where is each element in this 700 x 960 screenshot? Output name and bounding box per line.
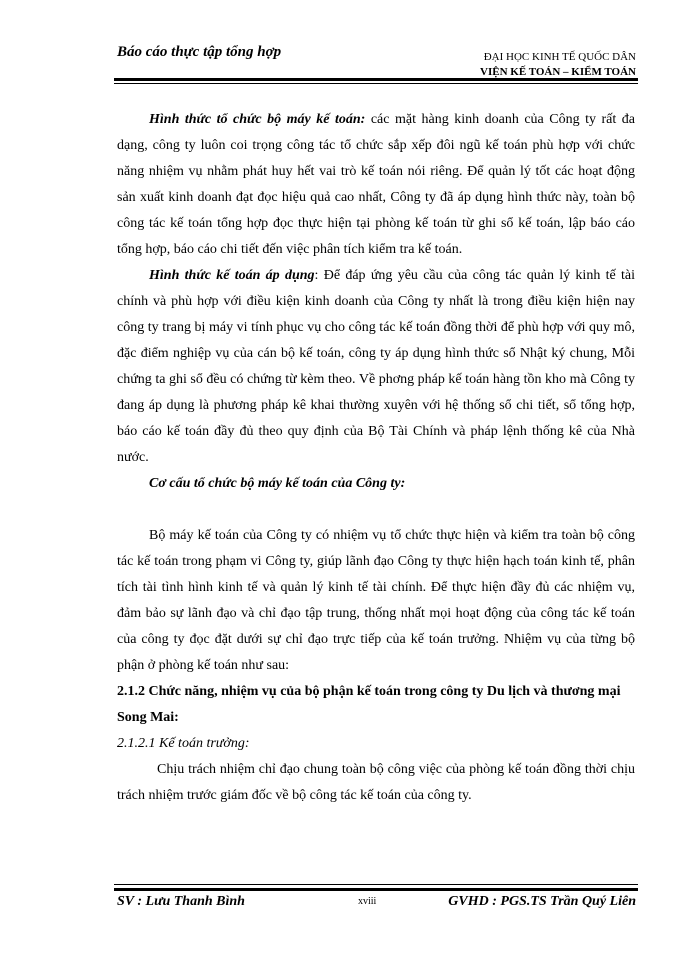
footer-student: SV : Lưu Thanh Bình	[117, 894, 245, 909]
paragraph-accounting-form	[117, 263, 635, 471]
paragraph-chief-accountant: Chịu trách nhiệm chỉ đạo chung toàn bộ công việc của phòng kế toán đồng thời chịu trách nhiệm trước giám đốc về bộ công tác kế toán của công ty.	[117, 762, 635, 803]
header-rule-thin	[114, 83, 638, 84]
section-heading: 2.1.2 Chức năng, nhiệm vụ của bộ phận kế toán trong công ty Du lịch và thương mại Song Mai:	[117, 684, 621, 725]
footer-advisor: GVHD : PGS.TS Trần Quý Liên	[448, 894, 636, 909]
subsection-heading: 2.1.2.1 Kế toán trưởng:	[117, 736, 250, 751]
paragraph-lead: Hình thức tổ chức bộ máy kế toán:	[149, 112, 366, 127]
paragraph-lead: Hình thức kế toán áp dụng	[149, 268, 315, 283]
footer-rule-thin	[114, 884, 638, 885]
page-number: xviii	[358, 896, 377, 907]
header-institute: VIỆN KẾ TOÁN – KIỂM TOÁN	[480, 66, 636, 78]
spacer	[117, 497, 635, 523]
footer-rule-thick	[114, 888, 638, 891]
header-university: ĐẠI HỌC KINH TẾ QUỐC DÂN	[483, 51, 636, 63]
header-institution	[480, 50, 636, 80]
paragraph-accounting-structure: Bộ máy kế toán của Công ty có nhiệm vụ tổ chức thực hiện và kiểm tra toàn bộ công tác kế toán trong phạm vi Công ty, giúp lãnh đạo Công ty thực hiện hạch toán kinh tế, phân tích tài tình hình kinh tế và quản lý kinh tế tài chính. Để thực hiện đầy đủ các nhiệm vụ, đảm bảo sự lãnh đạo và chỉ đạo tập trung, thống nhất mọi hoạt động của công tác kế toán của công ty đọc đặt dưới sự chỉ đạo trực tiếp của kế toán trưởng. Nhiệm vụ của từng bộ phận ở phòng kế toán như sau:	[117, 528, 635, 673]
header-rule-thick	[114, 78, 638, 81]
paragraph-text: : Để đáp ứng yêu cầu của công tác quản lý kinh tế tài chính và phù hợp với điều kiện kinh doanh của Công ty nhất là trong điều kiện hiện nay công ty trang bị máy vi tính phục vụ cho công tác kế toán đồng thời để phù hợp với quy mô, đặc điểm nghiệp vụ của cán bộ kế toán, công ty áp dụng hình thức sổ Nhật ký chung, Mỗi chứng ta ghi sổ đều có chứng từ kèm theo. Về phơng pháp kế toán hàng tồn kho mà Công ty đang áp dụng là phương pháp kê khai thường xuyên với hệ thống sổ chi tiết, sổ tổng hợp, báo cáo kế toán đầy đủ theo quy định của Bộ Tài Chính và pháp lệnh thống kê của Nhà nước.	[117, 268, 635, 465]
header-report-title: Báo cáo thực tập tổng hợp	[117, 44, 282, 60]
paragraph-text: các mặt hàng kinh doanh của Công ty rất đa dạng, công ty luôn coi trọng công tác tổ chức sắp xếp đôi ngũ kế toán phù hợp với chức năng nhiệm vụ nhằm phát huy hết vai trò kế toán nói riêng. Để quản lý tốt các hoạt động sản xuất kinh doanh đạt đọc hiệu quả cao nhất, Công ty đã áp dụng hình thức này, toàn bộ công tác kế toán tổng hợp đọc thực hiện tại phòng kế toán từ ghi sổ kế toán, lập báo cáo tổng hợp, báo cáo chi tiết đến việc phân tích kiểm tra kế toán.	[117, 112, 635, 257]
paragraph-accounting-organization	[117, 107, 635, 263]
structure-heading: Cơ cấu tổ chức bộ máy kế toán của Công ty:	[149, 476, 406, 491]
document-body	[117, 107, 635, 809]
